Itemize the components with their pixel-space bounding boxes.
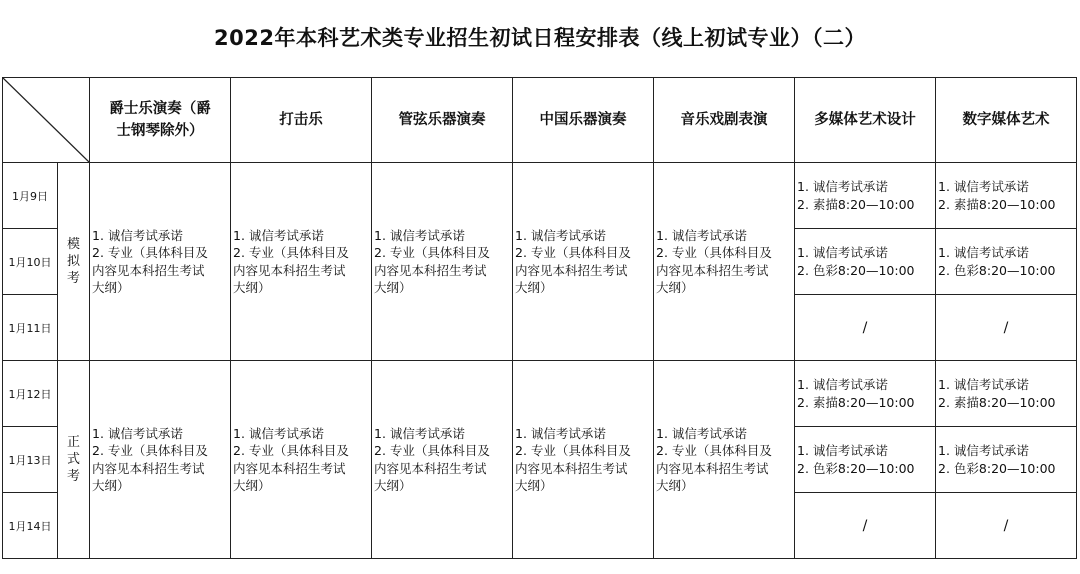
mock-orchestral-cell: [372, 163, 513, 361]
formal-orchestral-cell: [372, 361, 513, 559]
date-cell: 1月11日: [3, 295, 58, 361]
content-line: 1. 诚信考试承诺: [515, 227, 606, 243]
content-line: 1. 诚信考试承诺: [233, 227, 324, 243]
header-digital-media: 数字媒体艺术: [936, 78, 1077, 163]
multimedia-color-cell: [795, 229, 936, 295]
content-line: 2. 素描8:20—10:00: [797, 196, 915, 212]
phase-char: 正: [66, 435, 80, 450]
phase-char: 考: [66, 469, 80, 484]
content-line: 2. 素描8:20—10:00: [938, 394, 1056, 410]
header-percussion: 打击乐: [231, 78, 372, 163]
content-line: 1. 诚信考试承诺: [515, 425, 606, 441]
content-line: 内容见本科招生考试: [233, 262, 346, 278]
content-line: 大纲）: [233, 478, 271, 493]
phase-char: 式: [66, 452, 80, 467]
content-line: 2. 专业（具体科目及: [374, 443, 490, 458]
date-cell: 1月14日: [3, 493, 58, 559]
content-line: 1. 诚信考试承诺: [797, 244, 888, 260]
table-row: [3, 163, 1077, 229]
content-line: 内容见本科招生考试: [233, 460, 346, 476]
date-cell: 1月9日: [3, 163, 58, 229]
phase-char: 考: [66, 271, 80, 286]
header-chinese-instruments: 中国乐器演奏: [513, 78, 654, 163]
corner-cell: [3, 78, 90, 163]
header-jazz: [90, 78, 231, 163]
content-line: 1. 诚信考试承诺: [374, 425, 465, 441]
content-line: 1. 诚信考试承诺: [233, 425, 324, 441]
digital-sketch-cell: [936, 361, 1077, 427]
content-line: 大纲）: [656, 478, 694, 493]
header-music-theatre: 音乐戏剧表演: [654, 78, 795, 163]
phase-formal: [58, 361, 90, 559]
content-line: 内容见本科招生考试: [656, 262, 769, 278]
date-cell: 1月10日: [3, 229, 58, 295]
content-line: 大纲）: [92, 478, 130, 493]
content-line: 2. 专业（具体科目及: [92, 443, 208, 458]
mock-percussion-cell: [231, 163, 372, 361]
formal-chinese-cell: [513, 361, 654, 559]
content-line: 2. 专业（具体科目及: [233, 443, 349, 458]
multimedia-sketch-cell: [795, 163, 936, 229]
content-line: 2. 专业（具体科目及: [374, 245, 490, 260]
multimedia-sketch-cell: [795, 361, 936, 427]
schedule-table: [2, 77, 1077, 559]
content-line: 大纲）: [374, 478, 412, 493]
phase-char: 拟: [66, 254, 80, 269]
content-line: 内容见本科招生考试: [515, 460, 628, 476]
header-orchestral: 管弦乐器演奏: [372, 78, 513, 163]
content-line: 1. 诚信考试承诺: [374, 227, 465, 243]
content-line: 1. 诚信考试承诺: [656, 227, 747, 243]
content-line: 2. 素描8:20—10:00: [797, 394, 915, 410]
content-line: 内容见本科招生考试: [92, 262, 205, 278]
empty-slot-cell: /: [795, 295, 936, 361]
content-line: 2. 专业（具体科目及: [233, 245, 349, 260]
diagonal-line-icon: [3, 78, 89, 162]
content-line: 1. 诚信考试承诺: [938, 178, 1029, 194]
mock-chinese-cell: [513, 163, 654, 361]
empty-slot-cell: /: [795, 493, 936, 559]
phase-mock: [58, 163, 90, 361]
empty-slot-cell: /: [936, 493, 1077, 559]
mock-theatre-cell: [654, 163, 795, 361]
date-cell: 1月13日: [3, 427, 58, 493]
digital-color-cell: [936, 229, 1077, 295]
digital-sketch-cell: [936, 163, 1077, 229]
empty-slot-cell: /: [936, 295, 1077, 361]
phase-char: 模: [66, 237, 80, 252]
content-line: 1. 诚信考试承诺: [656, 425, 747, 441]
formal-jazz-cell: [90, 361, 231, 559]
date-cell: 1月12日: [3, 361, 58, 427]
content-line: 内容见本科招生考试: [515, 262, 628, 278]
table-row: [3, 361, 1077, 427]
content-line: 大纲）: [233, 280, 271, 295]
header-row: [3, 78, 1077, 163]
mock-jazz-cell: [90, 163, 231, 361]
formal-percussion-cell: [231, 361, 372, 559]
content-line: 1. 诚信考试承诺: [797, 178, 888, 194]
content-line: 1. 诚信考试承诺: [797, 442, 888, 458]
content-line: 大纲）: [92, 280, 130, 295]
content-line: 内容见本科招生考试: [92, 460, 205, 476]
content-line: 大纲）: [374, 280, 412, 295]
digital-color-cell: [936, 427, 1077, 493]
header-jazz-line1: 爵士乐演奏（爵: [109, 101, 211, 117]
content-line: 内容见本科招生考试: [374, 460, 487, 476]
content-line: 1. 诚信考试承诺: [938, 376, 1029, 392]
content-line: 1. 诚信考试承诺: [92, 227, 183, 243]
content-line: 1. 诚信考试承诺: [92, 425, 183, 441]
content-line: 2. 色彩8:20—10:00: [938, 262, 1056, 278]
content-line: 2. 色彩8:20—10:00: [797, 460, 915, 476]
content-line: 2. 色彩8:20—10:00: [797, 262, 915, 278]
page-title: 2022年本科艺术类专业招生初试日程安排表（线上初试专业）（二）: [214, 26, 866, 50]
multimedia-color-cell: [795, 427, 936, 493]
content-line: 大纲）: [515, 478, 553, 493]
header-multimedia-design: 多媒体艺术设计: [795, 78, 936, 163]
content-line: 1. 诚信考试承诺: [938, 442, 1029, 458]
content-line: 2. 专业（具体科目及: [515, 443, 631, 458]
content-line: 内容见本科招生考试: [374, 262, 487, 278]
formal-theatre-cell: [654, 361, 795, 559]
content-line: 2. 专业（具体科目及: [656, 245, 772, 260]
content-line: 1. 诚信考试承诺: [797, 376, 888, 392]
content-line: 大纲）: [656, 280, 694, 295]
content-line: 2. 素描8:20—10:00: [938, 196, 1056, 212]
content-line: 内容见本科招生考试: [656, 460, 769, 476]
content-line: 1. 诚信考试承诺: [938, 244, 1029, 260]
content-line: 2. 专业（具体科目及: [515, 245, 631, 260]
content-line: 2. 专业（具体科目及: [656, 443, 772, 458]
content-line: 2. 色彩8:20—10:00: [938, 460, 1056, 476]
header-jazz-line2: 士钢琴除外）: [116, 123, 204, 139]
content-line: 大纲）: [515, 280, 553, 295]
content-line: 2. 专业（具体科目及: [92, 245, 208, 260]
